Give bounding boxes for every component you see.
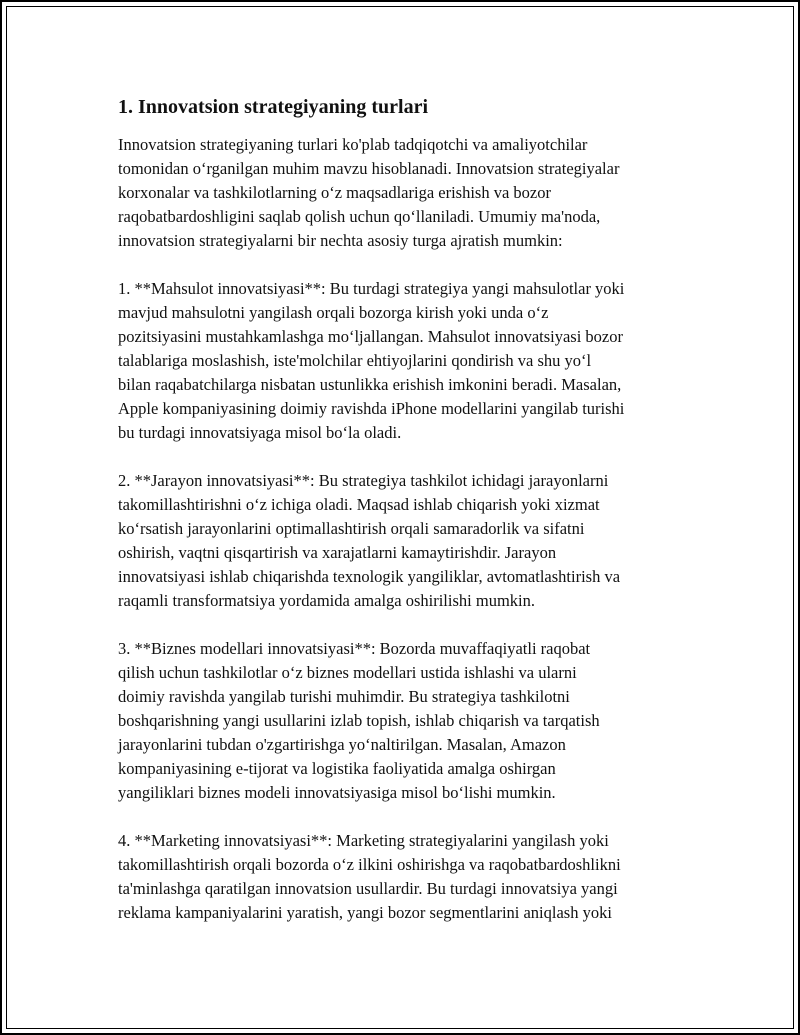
paragraph-business-model-innovation: 3. **Biznes modellari innovatsiyasi**: Bozorda muvaffaqiyatli raqobat qilish uchun tashkilotlar o‘z biznes modellari ustida ishlashi va ularni doimiy ravishda yangilab turishi muhimdir. Bu strategiya tashkilotni boshqarishning yangi usullarini izlab topish, ishlab chiqarish va tarqatish jarayonlarini tubdan o'zgartirishga yo‘naltirilgan. Masalan, Amazon kompaniyasining e-tijorat va logistika faoliyatida amalga oshirgan yangiliklari biznes modeli innovatsiyasiga misol bo‘lishi mumkin. xyxy=(118,639,600,802)
paragraph-product-innovation: 1. **Mahsulot innovatsiyasi**: Bu turdagi strategiya yangi mahsulotlar yoki mavjud mahsulotni yangilash orqali bozorga kirish yoki unda o‘z pozitsiyasini mustahkamlashga mo‘ljallangan. Mahsulot innovatsiyasi bozor talablariga moslashish, iste'molchilar ehtiyojlarini qondirish va shu yo‘l bilan raqabatchilarga nisbatan ustunlikka erishish imkonini beradi. Masalan, Apple kompaniyasining doimiy ravishda iPhone modellarini yangilab turishi bu turdagi innovatsiyaga misol bo‘la oladi. xyxy=(118,279,625,442)
document-body xyxy=(118,93,688,949)
section-heading: 1. Innovatsion strategiyaning turlari xyxy=(118,96,429,118)
intro-paragraph: Innovatsion strategiyaning turlari ko'plab tadqiqotchi va amaliyotchilar tomonidan o‘rganilgan muhim mavzu hisoblanadi. Innovatsion strategiyalar korxonalar va tashkilotlarning o‘z maqsadlariga erishish va bozor raqobatbardoshligini saqlab qolish uchun qo‘llaniladi. Umumiy ma'noda, innovatsion strategiyalarni bir nechta asosiy turga ajratish mumkin: xyxy=(118,135,620,250)
paragraph-process-innovation: 2. **Jarayon innovatsiyasi**: Bu strategiya tashkilot ichidagi jarayonlarni takomillashtirishni o‘z ichiga oladi. Maqsad ishlab chiqarish yoki xizmat ko‘rsatish jarayonlarini optimallashtirish orqali samaradorlik va sifatni oshirish, vaqtni qisqartirish va xarajatlarni kamaytirishdir. Jarayon innovatsiyasi ishlab chiqarishda texnologik yangiliklar, avtomatlashtirish va raqamli transformatsiya yordamida amalga oshirilishi mumkin. xyxy=(118,471,621,610)
paragraph-marketing-innovation: 4. **Marketing innovatsiyasi**: Marketing strategiyalarini yangilash yoki takomillashtirish orqali bozorda o‘z ilkini oshirishga va raqobatbardoshlikni ta'minlashga qaratilgan innovatsion usullardir. Bu turdagi innovatsiya yangi reklama kampaniyalarini yaratish, yangi bozor segmentlarini aniqlash yoki xyxy=(118,831,621,922)
